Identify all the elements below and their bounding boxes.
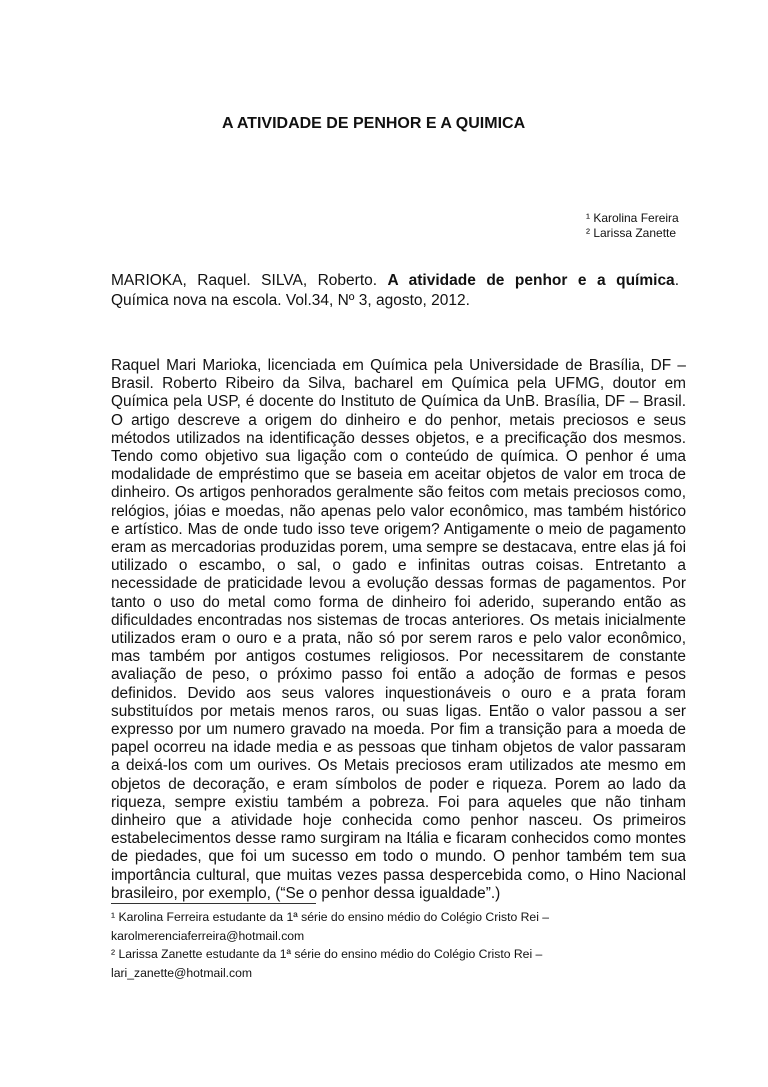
author-1: ¹ Karolina Fereira bbox=[586, 211, 679, 225]
author-list bbox=[586, 211, 679, 241]
bibliographic-reference bbox=[111, 271, 679, 311]
reference-authors: MARIOKA, Raquel. SILVA, Roberto. bbox=[111, 272, 388, 289]
footnote-2-email: lari_zanette@hotmail.com bbox=[111, 965, 253, 980]
body-paragraph: Raquel Mari Marioka, licenciada em Química pela Universidade de Brasília, DF – Brasil. Roberto Ribeiro da Silva, bacharel em Química pela UFMG, doutor em Química pela USP, é docente do Instituto de Química da UnB. Brasília, DF – Brasil. O artigo descreve a origem do dinheiro e do penhor, metais preciosos e seus métodos utilizados na identificação desses objetos, e a precificação dos mesmos. Tendo como objetivo sua ligação com o conteúdo de química. O penhor é uma modalidade de empréstimo que se baseia em aceitar objetos de valor em troca de dinheiro. Os artigos penhorados geralmente são feitos com metais preciosos como, relógios, jóias e moedas, não apenas pelo valor econômico, mas também histórico e artístico. Mas de onde tudo isso teve origem? Antigamente o meio de pagamento eram as mercadorias produzidas porem, uma sempre se destacava, entre elas já foi utilizado o escambo, o sal, o gado e infinitas outras coisas. Entretanto a necessidade de praticidade levou a evolução dessas formas de pagamentos. Por tanto o uso do metal como forma de dinheiro foi aderido, superando então as dificuldades encontradas nos sistemas de trocas anteriores. Os metais inicialmente utilizados eram o ouro e a prata, não só por serem raros e pelo valor econômico, mas também por antigos costumes religiosos. Por necessitarem de constante avaliação de peso, o próximo passo foi então a adoção de formas e pesos definidos. Devido aos seus valores inquestionáveis o ouro e a prata foram substituídos por metais menos raros, ou suas ligas. Então o valor passou a ser expresso por um numero gravado na moeda. Por fim a transição para a moeda de papel ocorreu na idade media e as pessoas que tinham objetos de valor passaram a deixá-los com um ourives. Os Metais preciosos eram utilizados ate mesmo em objetos de decoração, e eram símbolos de poder e riqueza. Porem ao lado da riqueza, sempre existiu também a pobreza. Foi para aqueles que não tinham dinheiro que a atividade hoje conhecida como penhor nasceu. Os primeiros estabelecimentos desse ramo surgiram na Itália e ficaram conhecidos como montes de piedades, que foi um sucesso em todo o mundo. O penhor também tem sua importância cultural, que muitas vezes passa despercebida como, o Hino Nacional brasileiro, por exemplo, (“Se o penhor dessa igualdade”.) bbox=[111, 357, 686, 902]
footnote-divider bbox=[111, 903, 316, 904]
footnote-1-email: karolmerenciaferreira@hotmail.com bbox=[111, 928, 305, 943]
document-title: A ATIVIDADE DE PENHOR E A QUIMICA bbox=[222, 115, 526, 132]
reference-source: . Química nova na escola. Vol.34, Nº 3, agosto, 2012. bbox=[111, 272, 679, 309]
author-2: ² Larissa Zanette bbox=[586, 226, 677, 240]
footnotes bbox=[111, 908, 686, 982]
reference-article-title: A atividade de penhor e a química bbox=[387, 272, 675, 289]
footnote-2-line-1: ² Larissa Zanette estudante da 1ª série do ensino médio do Colégio Cristo Rei – bbox=[111, 947, 543, 961]
footnote-1-line-1: ¹ Karolina Ferreira estudante da 1ª série do ensino médio do Colégio Cristo Rei – bbox=[111, 910, 550, 924]
